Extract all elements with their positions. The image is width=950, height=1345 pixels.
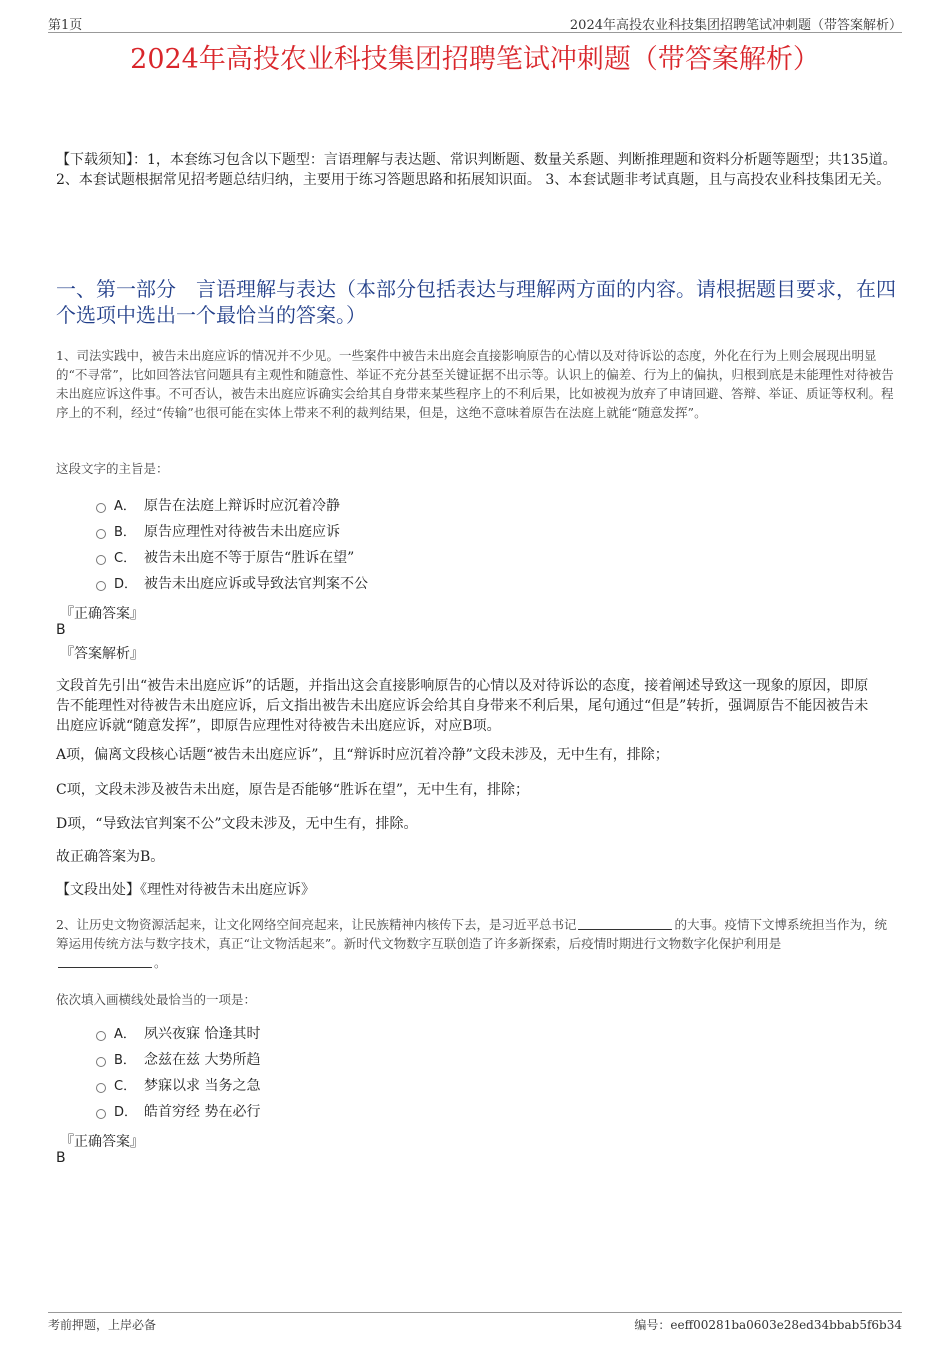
radio-icon[interactable] [96, 1109, 106, 1119]
analysis-option-c: C项，文段未涉及被告未出庭，原告是否能够“胜诉在望”，无中生有，排除； [56, 782, 530, 798]
footer-slogan: 考前押题，上岸必备 [48, 1318, 157, 1332]
analysis-option-d: D项，“导致法官判案不公”文段未涉及，无中生有，排除。 [56, 816, 418, 832]
document-title: 2024年高投农业科技集团招聘笔试冲刺题（带答案解析） [130, 44, 820, 75]
option-a[interactable]: A． 原告在法庭上辩诉时应沉着冷静 [96, 496, 368, 522]
analysis-paragraph: 文段首先引出“被告未出庭应诉”的话题，并指出这会直接影响原告的心情以及对待诉讼的态度，接着阐述导致这一现象的原因，即原告不能理性对待被告未出庭应诉，后文指出被告未出庭应诉会给其自身带来不利后果，尾句通过“但是”转折，强调原告不能因被告未出庭应诉就“随意发挥”，即原告应理性对待被告未出庭应诉，对应B项。 [56, 678, 869, 734]
question-2-options [96, 1024, 260, 1128]
option-c[interactable]: C． 被告未出庭不等于原告“胜诉在望” [96, 548, 368, 574]
question-1-stem: 这段文字的主旨是： [56, 461, 169, 476]
correct-answer: B [56, 1150, 66, 1166]
page-footer [48, 1312, 902, 1333]
correct-answer: B [56, 622, 66, 638]
option-a[interactable]: A． 夙兴夜寐 恰逢其时 [96, 1024, 260, 1050]
fill-blank-2 [58, 955, 152, 968]
option-d[interactable]: D． 被告未出庭应诉或导致法官判案不公 [96, 574, 368, 600]
page-header [48, 14, 902, 33]
analysis-conclusion: 故正确答案为B。 [56, 849, 165, 865]
radio-icon[interactable] [96, 1057, 106, 1067]
answer-label: 『正确答案』 [60, 1134, 144, 1150]
analysis-option-a: A项，偏离文段核心话题“被告未出庭应诉”，且“辩诉时应沉着冷静”文段未涉及，无中生有，排除； [56, 747, 669, 763]
option-b[interactable]: B． 原告应理性对待被告未出庭应诉 [96, 522, 368, 548]
radio-icon[interactable] [96, 503, 106, 513]
analysis-label: 『答案解析』 [60, 646, 144, 662]
answer-label: 『正确答案』 [60, 606, 144, 622]
option-c[interactable]: C． 梦寐以求 当务之急 [96, 1076, 260, 1102]
header-doc-title: 2024年高投农业科技集团招聘笔试冲刺题（带答案解析） [569, 18, 902, 33]
option-d[interactable]: D． 皓首穷经 势在必行 [96, 1102, 260, 1128]
question-2-stem: 依次填入画横线处最恰当的一项是： [56, 992, 257, 1007]
question-2-passage: 2、让历史文物资源活起来，让文化网络空间亮起来，让民族精神内核传下去，是习近平总书记 的大事。疫情下文博系统担当作为，统筹运用传统方法与数字技术，真正“让文物活起来”。新时代文物数字互联创造了许多新探索，后疫情时期进行文物数字化保护利用是 。 [56, 917, 887, 970]
question-1-passage: 1、司法实践中，被告未出庭应诉的情况并不少见。一些案件中被告未出庭会直接影响原告的心情以及对待诉讼的态度，外化在行为上则会展现出明显的“不寻常”，比如回答法官问题具有主观性和随意性、举证不充分甚至关键证据不出示等。认识上的偏差、行为上的偏执，归根到底是未能理性对待被告未出庭应诉这件事。不可否认，被告未出庭应诉确实会给其自身带来某些程序上的不利后果，比如被视为放弃了申请回避、答辩、举证、质证等权利。程序上的不利，经过“传输”也很可能在实体上带来不利的裁判结果，但是，这绝不意味着原告在法庭上就能“随意发挥”。 [56, 348, 894, 420]
radio-icon[interactable] [96, 1031, 106, 1041]
radio-icon[interactable] [96, 555, 106, 565]
passage-source: 【文段出处】《理性对待被告未出庭应诉》 [56, 882, 315, 898]
document-id: 编号：eeff00281ba0603e28ed34bbab5f6b34 [634, 1318, 902, 1332]
radio-icon[interactable] [96, 581, 106, 591]
question-1-options [96, 496, 368, 600]
page-number: 第1页 [48, 18, 83, 33]
option-b[interactable]: B． 念兹在兹 大势所趋 [96, 1050, 260, 1076]
radio-icon[interactable] [96, 529, 106, 539]
fill-blank-1 [578, 917, 672, 930]
radio-icon[interactable] [96, 1083, 106, 1093]
section-heading: 一、第一部分 言语理解与表达（本部分包括表达与理解两方面的内容。请根据题目要求，在四个选项中选出一个最恰当的答案。） [56, 277, 896, 327]
download-notice: 【下载须知】：1，本套练习包含以下题型：言语理解与表达题、常识判断题、数量关系题、判断推理题和资料分析题等题型；共135道。 2、本套试题根据常见招考题总结归纳，主要用于练习答题思路和拓展知识面。 3、本套试题非考试真题，且与高投农业科技集团无关。 [56, 152, 897, 188]
